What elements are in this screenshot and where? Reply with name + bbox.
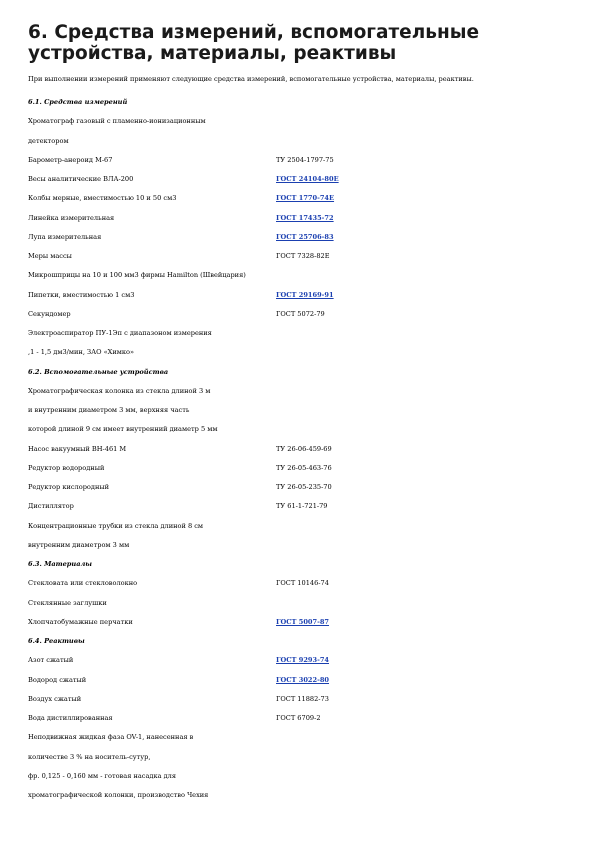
item-label: Барометр-анероид М-67 bbox=[28, 155, 113, 164]
section-heading-label: 6.1. Средства измерений bbox=[28, 98, 128, 106]
item-label: Хроматографическая колонка из стекла длиной 3 м bbox=[28, 386, 211, 395]
standard-ref: ТУ 2504-1797-75 bbox=[276, 155, 334, 164]
item-label: Хроматограф газовый с пламенно-ионизационным bbox=[28, 117, 206, 126]
item-label: Электроаспиратор ПУ-1Эп с диапазоном измерения bbox=[28, 329, 212, 337]
standard-ref: ГОСТ 10146-74 bbox=[276, 579, 329, 588]
item-label: Неподвижная жидкая фаза OV-1, нанесенная в bbox=[28, 733, 194, 742]
standard-link[interactable]: ГОСТ 3022-80 bbox=[276, 675, 330, 684]
standard-ref: ТУ 26-05-463-76 bbox=[276, 463, 332, 472]
item-label: Секундомер bbox=[28, 309, 71, 318]
standard-ref: ГОСТ 5072-79 bbox=[276, 309, 325, 318]
item-label: Водород сжатый bbox=[28, 675, 87, 684]
standard-ref: ТУ 61-1-721-79 bbox=[276, 502, 328, 511]
item-label: и внутренним диаметром 3 мм, верхняя часть bbox=[28, 406, 190, 414]
item-label: внутренним диаметром 3 мм bbox=[28, 540, 130, 549]
section-heading-label: 6.4. Реактивы bbox=[28, 637, 85, 645]
item-label: Лупа измерительная bbox=[28, 232, 102, 241]
item-label: которой длиной 9 см имеет внутренний диаметр 5 мм bbox=[28, 425, 218, 434]
standard-ref: ГОСТ 6709-2 bbox=[276, 714, 321, 722]
item-label: Хлопчатобумажные перчатки bbox=[28, 617, 133, 626]
standard-link[interactable]: ГОСТ 9293-74 bbox=[276, 656, 330, 665]
standard-ref: ТУ 26-06-459-69 bbox=[276, 444, 332, 453]
standard-link[interactable]: ГОСТ 17435-72 bbox=[276, 213, 334, 222]
section-heading-label: 6.2. Вспомогательные устройства bbox=[28, 367, 169, 376]
item-label: Стеклянные заглушки bbox=[28, 598, 107, 607]
item-label: количестве 3 % на носитель-сутур, bbox=[28, 752, 151, 761]
standard-link[interactable]: ГОСТ 1770-74Е bbox=[276, 194, 335, 203]
intro-paragraph: При выполнении измерений применяют следующие средства измерений, вспомогательные устройства, материалы, реактивы. bbox=[28, 75, 474, 83]
item-label: Весы аналитические ВЛА-200 bbox=[28, 175, 134, 183]
standard-ref: ГОСТ 11882-73 bbox=[276, 694, 329, 703]
item-label: Микрошприцы на 10 и 100 мм3 фирмы Hamilton (Швейцария) bbox=[28, 271, 246, 280]
item-label: Стекловата или стекловолокно bbox=[28, 579, 138, 588]
standard-link[interactable]: ГОСТ 24104-80Е bbox=[276, 175, 339, 183]
item-label: Вода дистиллированная bbox=[28, 714, 113, 722]
item-label: Насос вакуумный ВН-461 М bbox=[28, 444, 127, 453]
item-label: ,1 - 1,5 дм3/мин, ЗАО «Химко» bbox=[28, 348, 134, 357]
item-label: Меры массы bbox=[28, 252, 72, 260]
item-label: Колбы мерные, вместимостью 10 и 50 см3 bbox=[28, 194, 177, 203]
item-label: детектором bbox=[28, 136, 69, 145]
section-heading-label: 6.3. Материалы bbox=[28, 560, 93, 568]
item-label: Азот сжатый bbox=[28, 656, 74, 665]
item-label: Дистиллятор bbox=[28, 502, 74, 511]
standard-link[interactable]: ГОСТ 5007-87 bbox=[276, 617, 330, 626]
item-label: Пипетки, вместимостью 1 см3 bbox=[28, 290, 135, 299]
item-label: Воздух сжатый bbox=[28, 694, 82, 703]
standard-link[interactable]: ГОСТ 29169-91 bbox=[276, 290, 334, 299]
item-label: Линейка измерительная bbox=[28, 213, 115, 222]
item-label: Концентрационные трубки из стекла длиной 8 см bbox=[28, 521, 204, 530]
page-title: 6. Средства измерений, вспомогательные устройства, материалы, реактивы bbox=[28, 22, 480, 64]
item-label: хроматографической колонки, производство Чехия bbox=[28, 791, 209, 799]
standard-ref: ТУ 26-05-235-70 bbox=[276, 483, 332, 491]
standard-ref: ГОСТ 7328-82Е bbox=[276, 252, 330, 260]
item-label: фр. 0,125 - 0,160 мм - готовая насадка для bbox=[28, 771, 177, 780]
item-label: Редуктор кислородный bbox=[28, 483, 109, 491]
standard-link[interactable]: ГОСТ 25706-83 bbox=[276, 232, 334, 241]
item-label: Редуктор водородный bbox=[28, 463, 105, 472]
